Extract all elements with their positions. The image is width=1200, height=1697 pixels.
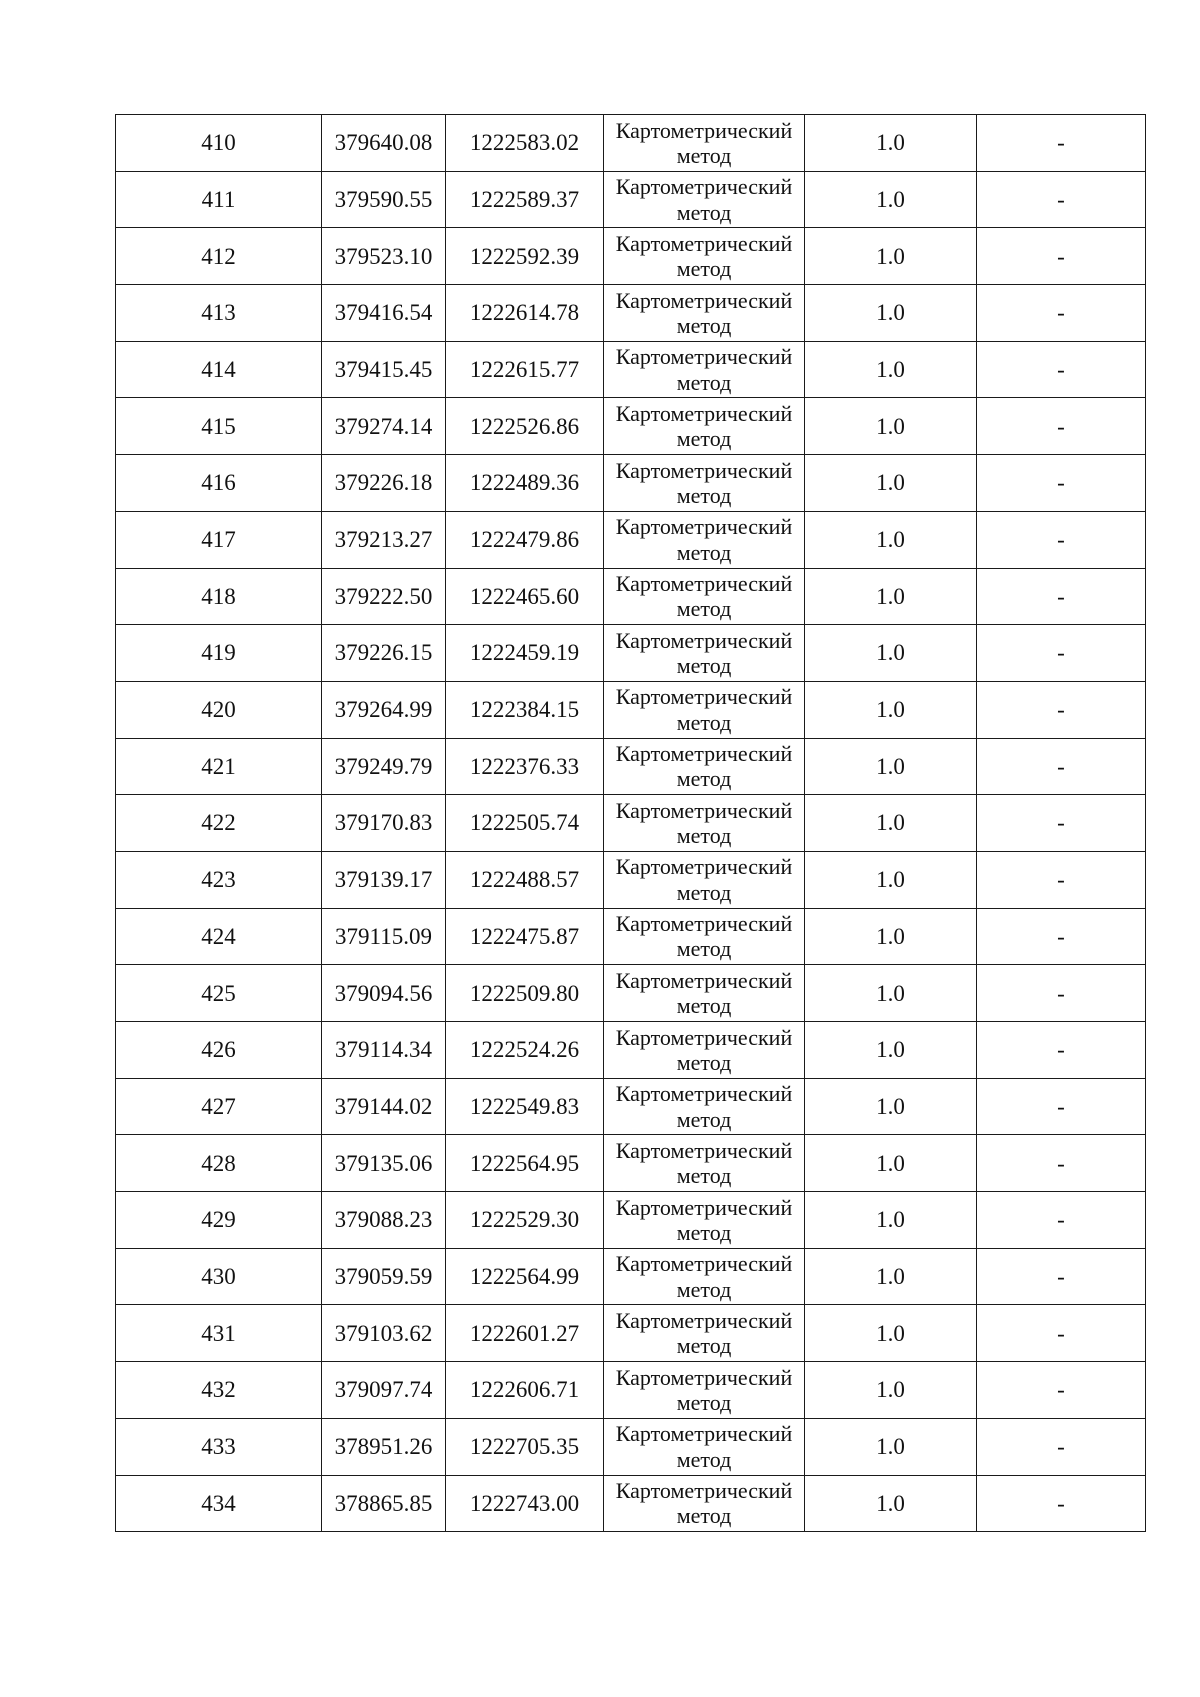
y-coordinate-cell: 1222592.39 <box>446 228 604 285</box>
description-cell: - <box>977 115 1146 172</box>
y-coordinate-cell: 1222488.57 <box>446 851 604 908</box>
y-coordinate-cell: 1222526.86 <box>446 398 604 455</box>
description-cell: - <box>977 1475 1146 1532</box>
description-cell: - <box>977 738 1146 795</box>
method-cell <box>604 681 805 738</box>
method-line-2: метод <box>676 199 732 225</box>
method-line-1: Картометрический <box>615 1194 793 1220</box>
method-line-1: Картометрический <box>615 1081 793 1107</box>
method-cell <box>604 285 805 342</box>
point-number-cell: 423 <box>116 851 322 908</box>
x-coordinate-cell: 379115.09 <box>322 908 446 965</box>
table-row <box>116 1362 1146 1419</box>
method-line-1: Картометрический <box>615 287 793 313</box>
description-cell: - <box>977 568 1146 625</box>
x-coordinate-cell: 379059.59 <box>322 1248 446 1305</box>
method-cell <box>604 115 805 172</box>
description-cell: - <box>977 455 1146 512</box>
method-cell <box>604 341 805 398</box>
y-coordinate-cell: 1222549.83 <box>446 1078 604 1135</box>
accuracy-cell: 1.0 <box>805 285 977 342</box>
method-cell <box>604 228 805 285</box>
description-cell: - <box>977 1022 1146 1079</box>
accuracy-cell: 1.0 <box>805 228 977 285</box>
y-coordinate-cell: 1222601.27 <box>446 1305 604 1362</box>
method-line-1: Картометрический <box>615 1137 793 1163</box>
accuracy-cell: 1.0 <box>805 398 977 455</box>
accuracy-cell: 1.0 <box>805 341 977 398</box>
y-coordinate-cell: 1222743.00 <box>446 1475 604 1532</box>
method-line-1: Картометрический <box>615 1024 793 1050</box>
table-row <box>116 965 1146 1022</box>
accuracy-cell: 1.0 <box>805 511 977 568</box>
method-line-2: метод <box>676 1163 732 1189</box>
y-coordinate-cell: 1222705.35 <box>446 1418 604 1475</box>
accuracy-cell: 1.0 <box>805 908 977 965</box>
accuracy-cell: 1.0 <box>805 1305 977 1362</box>
description-cell: - <box>977 171 1146 228</box>
description-cell: - <box>977 228 1146 285</box>
method-cell <box>604 171 805 228</box>
y-coordinate-cell: 1222509.80 <box>446 965 604 1022</box>
x-coordinate-cell: 379640.08 <box>322 115 446 172</box>
accuracy-cell: 1.0 <box>805 171 977 228</box>
description-cell: - <box>977 625 1146 682</box>
point-number-cell: 432 <box>116 1362 322 1419</box>
x-coordinate-cell: 379144.02 <box>322 1078 446 1135</box>
x-coordinate-cell: 379097.74 <box>322 1362 446 1419</box>
y-coordinate-cell: 1222524.26 <box>446 1022 604 1079</box>
y-coordinate-cell: 1222479.86 <box>446 511 604 568</box>
accuracy-cell: 1.0 <box>805 1022 977 1079</box>
method-line-2: метод <box>676 596 732 622</box>
point-number-cell: 428 <box>116 1135 322 1192</box>
accuracy-cell: 1.0 <box>805 1362 977 1419</box>
coordinates-table <box>115 114 1146 1532</box>
method-line-2: метод <box>676 426 732 452</box>
method-cell <box>604 851 805 908</box>
table-row <box>116 908 1146 965</box>
method-line-2: метод <box>676 936 732 962</box>
method-line-1: Картометрический <box>615 571 793 597</box>
table-row <box>116 625 1146 682</box>
method-line-1: Картометрический <box>615 684 793 710</box>
method-cell <box>604 625 805 682</box>
table-row <box>116 568 1146 625</box>
accuracy-cell: 1.0 <box>805 625 977 682</box>
method-line-1: Картометрический <box>615 741 793 767</box>
method-line-2: метод <box>676 766 732 792</box>
accuracy-cell: 1.0 <box>805 1418 977 1475</box>
method-line-1: Картометрический <box>615 627 793 653</box>
point-number-cell: 430 <box>116 1248 322 1305</box>
x-coordinate-cell: 379264.99 <box>322 681 446 738</box>
point-number-cell: 416 <box>116 455 322 512</box>
method-line-2: метод <box>676 823 732 849</box>
method-cell <box>604 455 805 512</box>
method-cell <box>604 965 805 1022</box>
accuracy-cell: 1.0 <box>805 851 977 908</box>
description-cell: - <box>977 965 1146 1022</box>
description-cell: - <box>977 1078 1146 1135</box>
method-cell <box>604 1078 805 1135</box>
point-number-cell: 415 <box>116 398 322 455</box>
y-coordinate-cell: 1222475.87 <box>446 908 604 965</box>
y-coordinate-cell: 1222489.36 <box>446 455 604 512</box>
method-cell <box>604 908 805 965</box>
x-coordinate-cell: 379249.79 <box>322 738 446 795</box>
accuracy-cell: 1.0 <box>805 455 977 512</box>
point-number-cell: 420 <box>116 681 322 738</box>
x-coordinate-cell: 379088.23 <box>322 1192 446 1249</box>
y-coordinate-cell: 1222465.60 <box>446 568 604 625</box>
point-number-cell: 413 <box>116 285 322 342</box>
y-coordinate-cell: 1222615.77 <box>446 341 604 398</box>
y-coordinate-cell: 1222384.15 <box>446 681 604 738</box>
table-row <box>116 455 1146 512</box>
point-number-cell: 433 <box>116 1418 322 1475</box>
method-line-2: метод <box>676 1503 732 1529</box>
y-coordinate-cell: 1222376.33 <box>446 738 604 795</box>
table-row <box>116 285 1146 342</box>
description-cell: - <box>977 908 1146 965</box>
y-coordinate-cell: 1222583.02 <box>446 115 604 172</box>
y-coordinate-cell: 1222606.71 <box>446 1362 604 1419</box>
method-line-2: метод <box>676 256 732 282</box>
method-line-2: метод <box>676 879 732 905</box>
y-coordinate-cell: 1222505.74 <box>446 795 604 852</box>
method-line-2: метод <box>676 1106 732 1132</box>
description-cell: - <box>977 1362 1146 1419</box>
table-row <box>116 1475 1146 1532</box>
y-coordinate-cell: 1222614.78 <box>446 285 604 342</box>
table-row <box>116 1418 1146 1475</box>
point-number-cell: 426 <box>116 1022 322 1079</box>
y-coordinate-cell: 1222529.30 <box>446 1192 604 1249</box>
method-line-1: Картометрический <box>615 174 793 200</box>
accuracy-cell: 1.0 <box>805 738 977 795</box>
method-line-2: метод <box>676 1219 732 1245</box>
method-line-2: метод <box>676 1446 732 1472</box>
method-line-2: метод <box>676 1276 732 1302</box>
method-line-1: Картометрический <box>615 117 793 143</box>
method-line-2: метод <box>676 993 732 1019</box>
x-coordinate-cell: 379139.17 <box>322 851 446 908</box>
point-number-cell: 421 <box>116 738 322 795</box>
y-coordinate-cell: 1222564.99 <box>446 1248 604 1305</box>
point-number-cell: 410 <box>116 115 322 172</box>
method-line-1: Картометрический <box>615 514 793 540</box>
table-row <box>116 1135 1146 1192</box>
table-row <box>116 1022 1146 1079</box>
method-line-2: метод <box>676 1049 732 1075</box>
method-cell <box>604 1475 805 1532</box>
point-number-cell: 429 <box>116 1192 322 1249</box>
table-row <box>116 795 1146 852</box>
point-number-cell: 425 <box>116 965 322 1022</box>
method-cell <box>604 1022 805 1079</box>
method-line-1: Картометрический <box>615 1364 793 1390</box>
point-number-cell: 427 <box>116 1078 322 1135</box>
x-coordinate-cell: 379135.06 <box>322 1135 446 1192</box>
method-cell <box>604 568 805 625</box>
description-cell: - <box>977 1305 1146 1362</box>
x-coordinate-cell: 379213.27 <box>322 511 446 568</box>
point-number-cell: 431 <box>116 1305 322 1362</box>
method-cell <box>604 1135 805 1192</box>
method-line-2: метод <box>676 369 732 395</box>
accuracy-cell: 1.0 <box>805 795 977 852</box>
method-cell <box>604 1418 805 1475</box>
method-cell <box>604 1248 805 1305</box>
x-coordinate-cell: 379523.10 <box>322 228 446 285</box>
method-line-1: Картометрический <box>615 344 793 370</box>
x-coordinate-cell: 378951.26 <box>322 1418 446 1475</box>
point-number-cell: 434 <box>116 1475 322 1532</box>
description-cell: - <box>977 1135 1146 1192</box>
x-coordinate-cell: 379274.14 <box>322 398 446 455</box>
x-coordinate-cell: 379226.15 <box>322 625 446 682</box>
method-line-2: метод <box>676 312 732 338</box>
method-line-2: метод <box>676 142 732 168</box>
x-coordinate-cell: 379094.56 <box>322 965 446 1022</box>
description-cell: - <box>977 795 1146 852</box>
method-line-1: Картометрический <box>615 400 793 426</box>
y-coordinate-cell: 1222564.95 <box>446 1135 604 1192</box>
table-row <box>116 511 1146 568</box>
method-cell <box>604 1305 805 1362</box>
description-cell: - <box>977 681 1146 738</box>
method-cell <box>604 1362 805 1419</box>
description-cell: - <box>977 285 1146 342</box>
method-cell <box>604 738 805 795</box>
point-number-cell: 422 <box>116 795 322 852</box>
description-cell: - <box>977 851 1146 908</box>
point-number-cell: 418 <box>116 568 322 625</box>
point-number-cell: 424 <box>116 908 322 965</box>
method-cell <box>604 398 805 455</box>
accuracy-cell: 1.0 <box>805 568 977 625</box>
table-row <box>116 341 1146 398</box>
x-coordinate-cell: 379415.45 <box>322 341 446 398</box>
table-row <box>116 738 1146 795</box>
table-row <box>116 681 1146 738</box>
x-coordinate-cell: 379222.50 <box>322 568 446 625</box>
point-number-cell: 412 <box>116 228 322 285</box>
method-cell <box>604 795 805 852</box>
method-line-1: Картометрический <box>615 797 793 823</box>
description-cell: - <box>977 341 1146 398</box>
point-number-cell: 411 <box>116 171 322 228</box>
method-line-2: метод <box>676 709 732 735</box>
x-coordinate-cell: 379114.34 <box>322 1022 446 1079</box>
method-cell <box>604 511 805 568</box>
description-cell: - <box>977 1248 1146 1305</box>
description-cell: - <box>977 398 1146 455</box>
method-line-2: метод <box>676 482 732 508</box>
table-row <box>116 851 1146 908</box>
method-line-2: метод <box>676 1333 732 1359</box>
y-coordinate-cell: 1222589.37 <box>446 171 604 228</box>
method-cell <box>604 1192 805 1249</box>
x-coordinate-cell: 379170.83 <box>322 795 446 852</box>
point-number-cell: 419 <box>116 625 322 682</box>
method-line-1: Картометрический <box>615 457 793 483</box>
point-number-cell: 417 <box>116 511 322 568</box>
description-cell: - <box>977 1418 1146 1475</box>
table-row <box>116 228 1146 285</box>
description-cell: - <box>977 511 1146 568</box>
method-line-1: Картометрический <box>615 230 793 256</box>
table-row <box>116 1248 1146 1305</box>
method-line-2: метод <box>676 653 732 679</box>
method-line-1: Картометрический <box>615 1478 793 1504</box>
table-row <box>116 1305 1146 1362</box>
method-line-1: Картометрический <box>615 854 793 880</box>
accuracy-cell: 1.0 <box>805 1135 977 1192</box>
description-cell: - <box>977 1192 1146 1249</box>
method-line-2: метод <box>676 1389 732 1415</box>
accuracy-cell: 1.0 <box>805 965 977 1022</box>
accuracy-cell: 1.0 <box>805 1248 977 1305</box>
method-line-1: Картометрический <box>615 1251 793 1277</box>
method-line-1: Картометрический <box>615 911 793 937</box>
accuracy-cell: 1.0 <box>805 1078 977 1135</box>
table-row <box>116 1192 1146 1249</box>
x-coordinate-cell: 379590.55 <box>322 171 446 228</box>
method-line-1: Картометрический <box>615 1421 793 1447</box>
method-line-1: Картометрический <box>615 1307 793 1333</box>
table-row <box>116 398 1146 455</box>
method-line-2: метод <box>676 539 732 565</box>
table-row <box>116 1078 1146 1135</box>
accuracy-cell: 1.0 <box>805 1192 977 1249</box>
method-line-1: Картометрический <box>615 967 793 993</box>
x-coordinate-cell: 379416.54 <box>322 285 446 342</box>
accuracy-cell: 1.0 <box>805 115 977 172</box>
table-row <box>116 115 1146 172</box>
accuracy-cell: 1.0 <box>805 681 977 738</box>
x-coordinate-cell: 378865.85 <box>322 1475 446 1532</box>
x-coordinate-cell: 379103.62 <box>322 1305 446 1362</box>
coordinates-table-body <box>116 115 1146 1532</box>
table-row <box>116 171 1146 228</box>
accuracy-cell: 1.0 <box>805 1475 977 1532</box>
y-coordinate-cell: 1222459.19 <box>446 625 604 682</box>
point-number-cell: 414 <box>116 341 322 398</box>
x-coordinate-cell: 379226.18 <box>322 455 446 512</box>
